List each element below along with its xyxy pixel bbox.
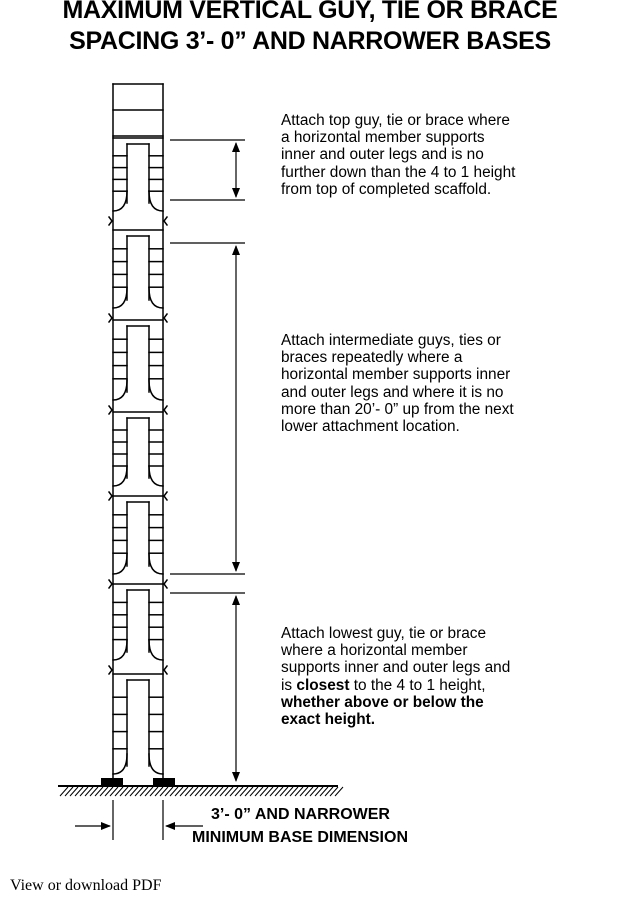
frame-member	[113, 191, 127, 211]
ground-line	[58, 786, 343, 796]
frame-member	[109, 666, 112, 674]
note-line: Attach lowest guy, tie or brace	[281, 625, 487, 642]
base-dimension-sublabel: MINIMUM BASE DIMENSION	[192, 829, 408, 846]
lowest-attachment-note	[281, 625, 510, 728]
base-dimension-label: 3’- 0” AND NARROWER	[211, 806, 390, 823]
frame-member	[149, 554, 163, 574]
note-line	[281, 677, 510, 694]
frame-member	[109, 406, 112, 414]
frame-member	[149, 754, 163, 774]
frame-member	[113, 466, 127, 486]
note-line: more than 20’- 0” up from the next	[281, 400, 514, 418]
frame-member	[113, 380, 127, 400]
scaffold-frame	[113, 674, 163, 774]
frame-member	[164, 406, 167, 414]
note-line: supports inner and outer legs and	[281, 659, 511, 677]
frame-member	[109, 580, 112, 588]
scaffold-frame	[109, 138, 167, 225]
base-plates	[101, 778, 175, 786]
attachment-lines	[170, 140, 245, 593]
note-line: further down than the 4 to 1 height	[281, 163, 516, 181]
frame-member	[149, 380, 163, 400]
diagram-title-line-1: MAXIMUM VERTICAL GUY, TIE OR BRACE	[62, 0, 558, 24]
scaffold-frame	[109, 320, 167, 414]
note-line: braces repeatedly where a	[281, 349, 463, 367]
frame-member	[113, 754, 127, 774]
note-emphasis: whether above or below the	[281, 693, 484, 711]
scaffold-frame	[109, 230, 167, 322]
note-text: is	[281, 676, 297, 694]
frame-member	[149, 191, 163, 211]
note-line	[281, 694, 510, 711]
frame-member	[109, 492, 112, 500]
note-text: to the 4 to 1 height,	[349, 676, 486, 694]
base-plate-left	[101, 778, 123, 786]
base-width-dimension	[75, 800, 203, 840]
frame-member	[164, 217, 167, 225]
scaffold-tower	[109, 84, 167, 778]
frame-member	[164, 492, 167, 500]
note-line: from top of completed scaffold.	[281, 180, 492, 198]
note-line: Attach intermediate guys, ties or	[281, 332, 501, 349]
note-line: and outer legs and where it is no	[281, 383, 504, 401]
frame-member	[149, 640, 163, 660]
note-line: lower attachment location.	[281, 418, 460, 436]
base-plate-right	[153, 778, 175, 786]
frame-member	[109, 314, 112, 322]
note-line: Attach top guy, tie or brace where	[281, 112, 510, 129]
frame-member	[164, 314, 167, 322]
frame-member	[149, 288, 163, 308]
top-attachment-note	[281, 112, 515, 198]
scaffold-frame	[109, 412, 167, 500]
note-emphasis: exact height.	[281, 711, 376, 729]
note-line: horizontal member supports inner	[281, 366, 511, 384]
frame-member	[113, 288, 127, 308]
diagram-title-line-2: SPACING 3’- 0” AND NARROWER BASES	[69, 27, 551, 55]
note-line: a horizontal member supports	[281, 129, 485, 147]
frame-member	[113, 640, 127, 660]
frame-member	[164, 666, 167, 674]
frame-member	[164, 580, 167, 588]
frame-member	[113, 554, 127, 574]
note-emphasis: closest	[296, 676, 350, 694]
note-line	[281, 711, 510, 728]
intermediate-attachment-note	[281, 332, 514, 435]
scaffold-frame	[109, 496, 167, 588]
scaffold-frame	[109, 584, 167, 674]
note-line: where a horizontal member	[281, 642, 468, 660]
frame-member	[109, 217, 112, 225]
note-line: inner and outer legs and is no	[281, 146, 484, 164]
view-pdf-link[interactable]: View or download PDF	[10, 877, 162, 894]
frame-member	[149, 466, 163, 486]
